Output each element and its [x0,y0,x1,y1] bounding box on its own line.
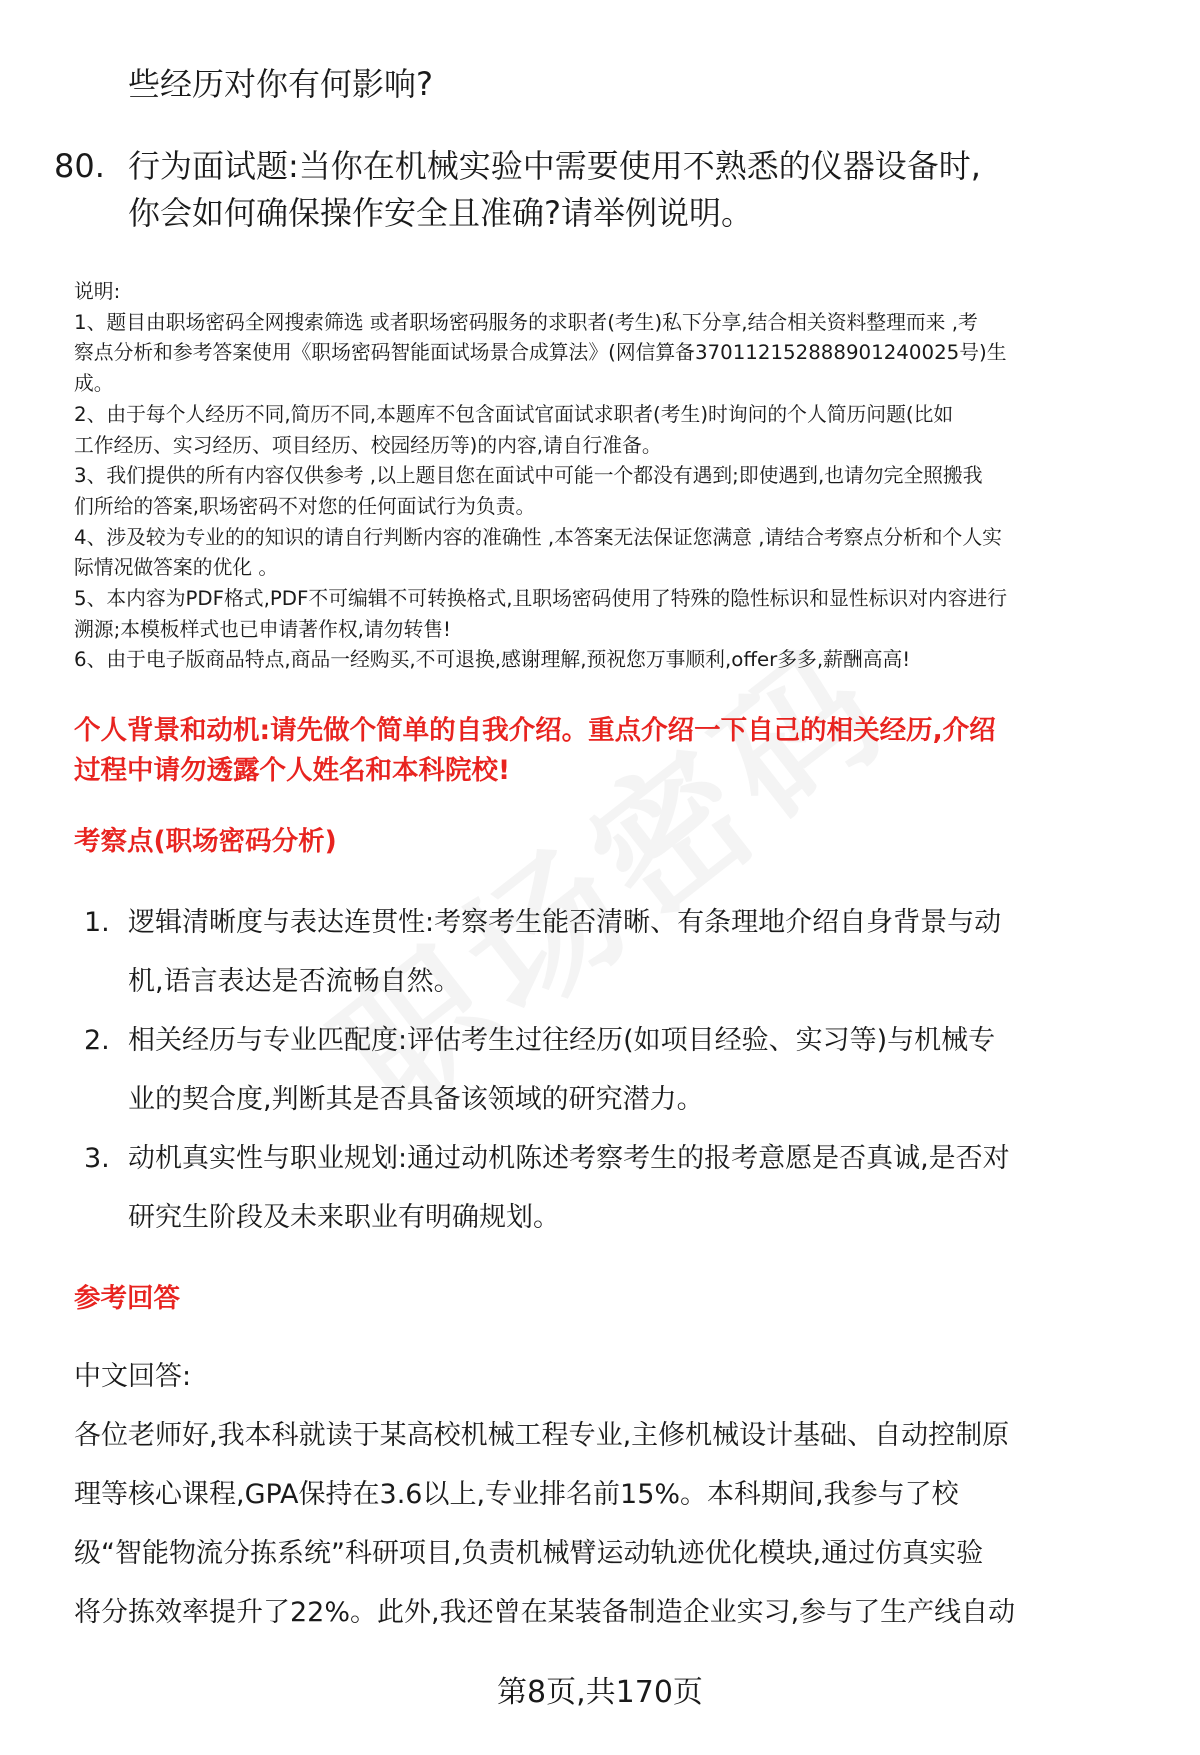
analysis-heading: 考察点(职场密码分析) [74,826,337,857]
analysis-item-number: 2. [84,1025,110,1056]
note-line: 溯源;本模板样式也已申请著作权,请勿转售! [74,617,451,641]
note-line: 3、我们提供的所有内容仅供参考 ,以上题目您在面试中可能一个都没有遇到;即使遇到,也请勿完全照搬我 [74,464,983,488]
analysis-item [84,1129,1164,1247]
answer-body [74,1347,1154,1642]
disclaimer-notes [74,277,1154,676]
analysis-item-text [128,1129,1148,1247]
main-question-line: 过程中请勿透露个人姓名和本科院校! [74,755,511,786]
analysis-list [84,893,1164,1247]
answer-line: 将分拣效率提升了22%。此外,我还曾在某装备制造企业实习,参与了生产线自动 [74,1597,1016,1628]
note-line: 6、由于电子版商品特点,商品一经购买,不可退换,感谢理解,预祝您万事顺利,offer多多,薪酬高高! [74,648,911,672]
note-line: 成。 [74,372,114,396]
question-number: 80. [54,147,105,185]
analysis-line: 机,语言表达是否流畅自然。 [128,966,461,997]
analysis-item [84,1011,1164,1129]
note-line: 工作经历、实习经历、项目经历、校园经历等)的内容,请自行准备。 [74,433,662,457]
analysis-line: 相关经历与专业匹配度:评估考生过往经历(如项目经验、实习等)与机械专 [128,1025,996,1056]
note-line: 5、本内容为PDF格式,PDF不可编辑不可转换格式,且职场密码使用了特殊的隐性标识和显性标识对内容进行 [74,587,1008,611]
main-question-line: 个人背景和动机:请先做个简单的自我介绍。重点介绍一下自己的相关经历,介绍 [74,715,996,746]
note-line: 2、由于每个人经历不同,简历不同,本题库不包含面试官面试求职者(考生)时询问的个人简历问题(比如 [74,402,954,426]
answer-heading: 参考回答 [74,1283,180,1314]
analysis-item-text [128,893,1148,1011]
note-line: 际情况做答案的优化 。 [74,556,279,580]
analysis-item [84,893,1164,1011]
question-text [128,143,1158,237]
analysis-line: 研究生阶段及未来职业有明确规划。 [128,1202,560,1233]
analysis-line: 逻辑清晰度与表达连贯性:考察考生能否清晰、有条理地介绍自身背景与动 [128,907,1002,938]
question-line: 行为面试题:当你在机械实验中需要使用不熟悉的仪器设备时, [128,147,981,185]
note-line: 4、涉及较为专业的的知识的请自行判断内容的准确性 ,本答案无法保证您满意 ,请结合考察点分析和个人实 [74,525,1002,549]
answer-line: 级“智能物流分拣系统”科研项目,负责机械臂运动轨迹优化模块,通过仿真实验 [74,1538,984,1569]
question-continuation: 些经历对你有何影响? [128,65,433,103]
analysis-item-text [128,1011,1148,1129]
analysis-item-number: 1. [84,907,110,938]
page-footer: 第8页,共170页 [497,1675,703,1710]
analysis-line: 动机真实性与职业规划:通过动机陈述考察考生的报考意愿是否真诚,是否对 [128,1143,1010,1174]
note-line: 1、题目由职场密码全网搜索筛选 或者职场密码服务的求职者(考生)私下分享,结合相关资料整理而来 ,考 [74,310,978,334]
question-80 [54,143,1158,237]
note-line: 察点分析和参考答案使用《职场密码智能面试场景合成算法》(网信算备370112152888901240025号)生 [74,341,1007,365]
answer-line: 各位老师好,我本科就读于某高校机械工程专业,主修机械设计基础、自动控制原 [74,1420,1010,1451]
note-line: 说明: [74,280,121,303]
answer-line: 中文回答: [74,1361,192,1392]
answer-line: 理等核心课程,GPA保持在3.6以上,专业排名前15%。本科期间,我参与了校 [74,1479,959,1510]
note-line: 们所给的答案,职场密码不对您的任何面试行为负责。 [74,494,536,518]
analysis-item-number: 3. [84,1143,110,1174]
question-line: 你会如何确保操作安全且准确?请举例说明。 [128,194,753,232]
main-question [74,711,1154,791]
analysis-line: 业的契合度,判断其是否具备该领域的研究潜力。 [128,1084,704,1115]
